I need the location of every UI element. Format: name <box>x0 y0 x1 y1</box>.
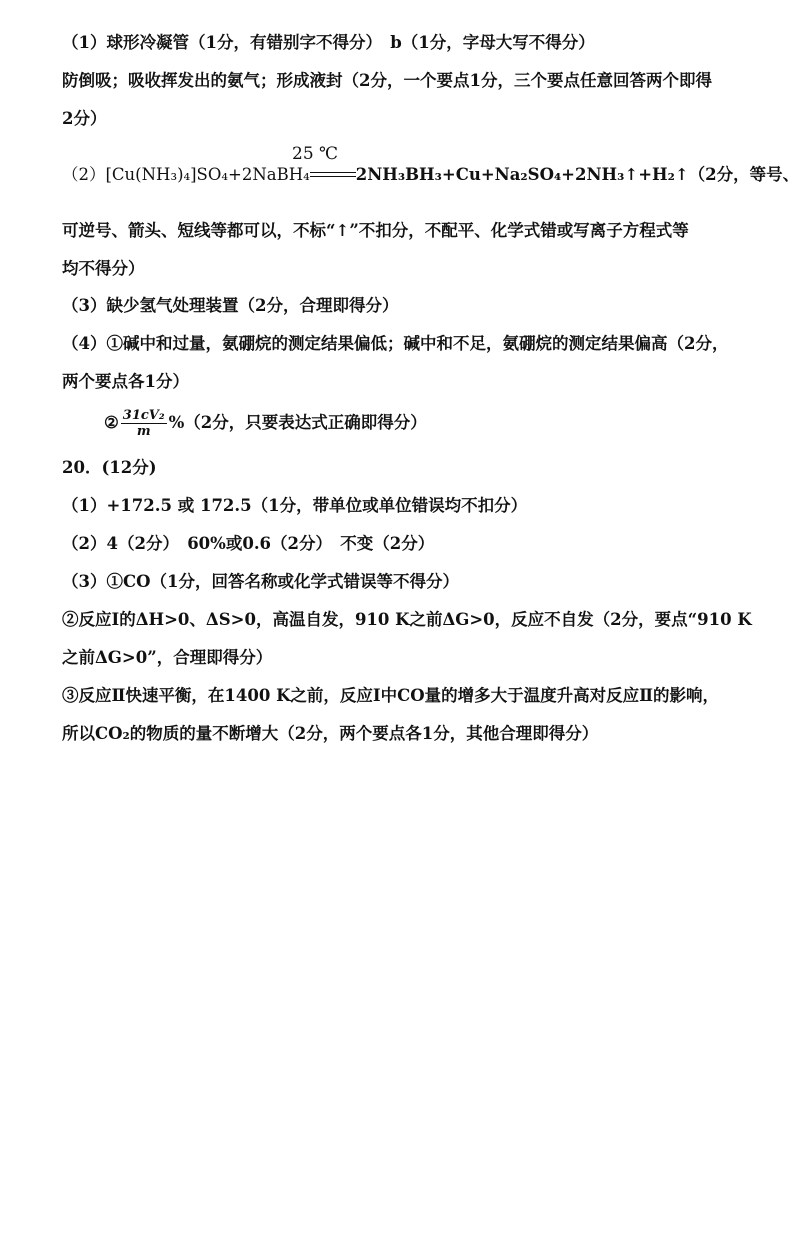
q19-part1-line1: （1）球形冷凝管（1分，有错别字不得分） b（1分，字母大写不得分） <box>62 33 595 52</box>
q19-part4-line1: （4）①碱中和过量，氨硼烷的测定结果偏低；碱中和不足，氨硼烷的测定结果偏高（2分， <box>62 334 729 353</box>
q19-part1-line2: 防倒吸；吸收挥发出的氨气；形成液封（2分，一个要点1分，三个要点任意回答两个即得 <box>62 71 712 90</box>
q19-part1-line3: 2分） <box>62 109 107 128</box>
q19-part4-line2: 两个要点各1分） <box>62 372 189 391</box>
q19-part3: （3）缺少氢气处理装置（2分，合理即得分） <box>62 296 399 315</box>
q20-part3-item3-line1: ③反应Ⅱ快速平衡，在1400 K之前，反应Ⅰ中CO量的增多大于温度升高对反应Ⅱ的影响， <box>62 686 720 705</box>
q20-part3-item2-line2: 之前ΔG>0”，合理即得分） <box>62 648 273 667</box>
equation-products: 2NH₃BH₃+Cu+Na₂SO₄+2NH₃↑+H₂↑（2分，等号、 <box>355 165 800 184</box>
item2-note: %（2分，只要表达式正确即得分） <box>168 413 427 432</box>
reaction-condition: 25 ℃ <box>292 144 339 164</box>
formula-denominator: m <box>136 424 151 439</box>
equation-reactants: （2）[Cu(NH₃)₄]SO₄+2NaBH₄ <box>62 165 310 184</box>
formula-numerator: 31cV₂ <box>122 408 165 423</box>
q20-header: 20．(12分) <box>62 458 157 477</box>
equals-sign <box>310 171 356 181</box>
q19-part2-line3: 均不得分） <box>62 259 145 278</box>
item2-marker: ② <box>104 413 119 432</box>
q20-part3-item1: （3）①CO（1分，回答名称或化学式错误等不得分） <box>62 572 459 591</box>
q20-part2: （2）4（2分） 60%或0.6（2分） 不变（2分） <box>62 534 435 553</box>
q20-part1: （1）+172.5 或 172.5（1分，带单位或单位错误均不扣分） <box>62 496 528 515</box>
q20-part3-item3-line2: 所以CO₂的物质的量不断增大（2分，两个要点各1分，其他合理即得分） <box>62 724 599 743</box>
q19-part2-equation <box>62 163 800 187</box>
formula-fraction <box>121 408 167 439</box>
q19-part4-item2 <box>104 406 760 440</box>
q19-part2-line2: 可逆号、箭头、短线等都可以，不标“↑”不扣分，不配平、化学式错或写离子方程式等 <box>62 221 689 240</box>
q20-part3-item2-line1: ②反应Ⅰ的ΔH>0、ΔS>0，高温自发，910 K之前ΔG>0，反应不自发（2分，要点“910 K <box>62 610 752 629</box>
